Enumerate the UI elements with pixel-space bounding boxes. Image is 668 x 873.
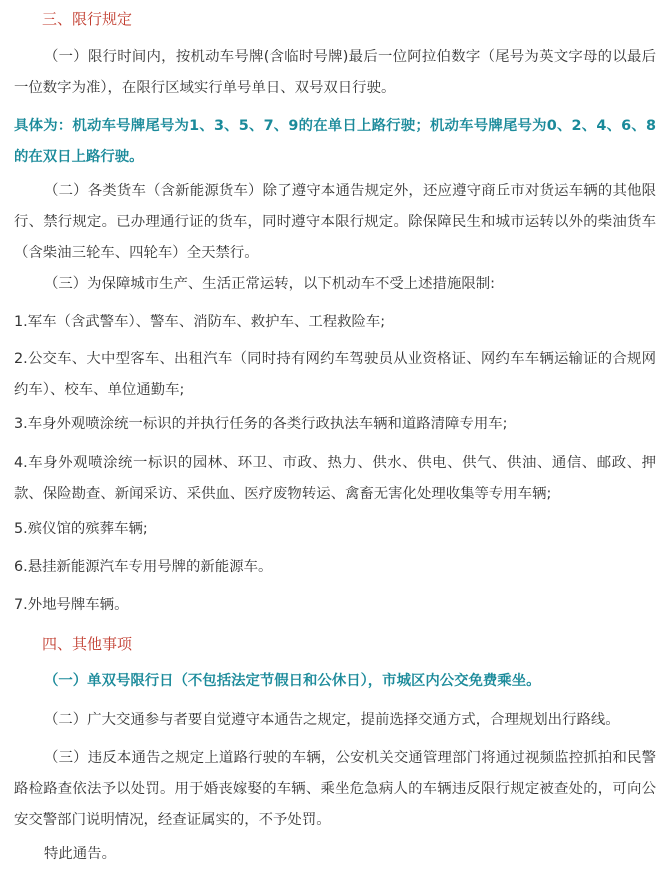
exemption-item-1: 1.军车（含武警车）、警车、消防车、救护车、工程救险车; [14, 314, 386, 330]
exemption-item-7: 7.外地号牌车辆。 [14, 597, 129, 613]
exemption-item-2: 2.公交车、大中型客车、出租汽车（同时持有网约车驾驶员从业资格证、网约车车辆运输证的合规网约车）、校车、单位通勤车; [14, 351, 656, 398]
exemption-item-3: 3.车身外观喷涂统一标识的并执行任务的各类行政执法车辆和道路清障专用车; [14, 416, 508, 432]
traffic-advice-paragraph: （二）广大交通参与者要自觉遵守本通告之规定，提前选择交通方式，合理规划出行路线。 [44, 712, 620, 728]
section-heading-restriction-rules: 三、限行规定 [42, 10, 133, 28]
rule-detail-paragraph: 具体为：机动车号牌尾号为1、3、5、7、9的在单日上路行驶；机动车号牌尾号为0、2、4、6、8的在双日上路行驶。 [14, 118, 656, 165]
exemption-intro-paragraph: （三）为保障城市生产、生活正常运转，以下机动车不受上述措施限制: [44, 276, 495, 292]
rule-time-paragraph: （一）限行时间内，按机动车号牌(含临时号牌)最后一位阿拉伯数字（尾号为英文字母的以最后一位数字为准），在限行区域实行单号单日、双号双日行驶。 [14, 49, 656, 96]
exemption-item-4: 4.车身外观喷涂统一标识的园林、环卫、市政、热力、供水、供电、供气、供油、通信、邮政、押款、保险勘查、新闻采访、采供血、医疗废物转运、禽畜无害化处理收集等专用车辆; [14, 455, 656, 502]
exemption-item-6: 6.悬挂新能源汽车专用号牌的新能源车。 [14, 559, 273, 575]
free-bus-paragraph: （一）单双号限行日（不包括法定节假日和公休日），市城区内公交免费乘坐。 [44, 673, 541, 689]
penalty-paragraph: （三）违反本通告之规定上道路行驶的车辆，公安机关交通管理部门将通过视频监控抓拍和民警路检路查依法予以处罚。用于婚丧嫁娶的车辆、乘坐危急病人的车辆违反限行规定被查处的，可向公安交警部门说明情况，经查证属实的，不予处罚。 [14, 750, 656, 828]
section-heading-other-matters: 四、其他事项 [42, 635, 133, 653]
exemption-item-5: 5.殡仪馆的殡葬车辆; [14, 521, 148, 537]
truck-rule-paragraph: （二）各类货车（含新能源货车）除了遵守本通告规定外，还应遵守商丘市对货运车辆的其他限行、禁行规定。已办理通行证的货车，同时遵守本限行规定。除保障民生和城市运转以外的柴油货车（含柴油三轮车、四轮车）全天禁行。 [14, 183, 656, 261]
closing-statement: 特此通告。 [44, 846, 116, 862]
